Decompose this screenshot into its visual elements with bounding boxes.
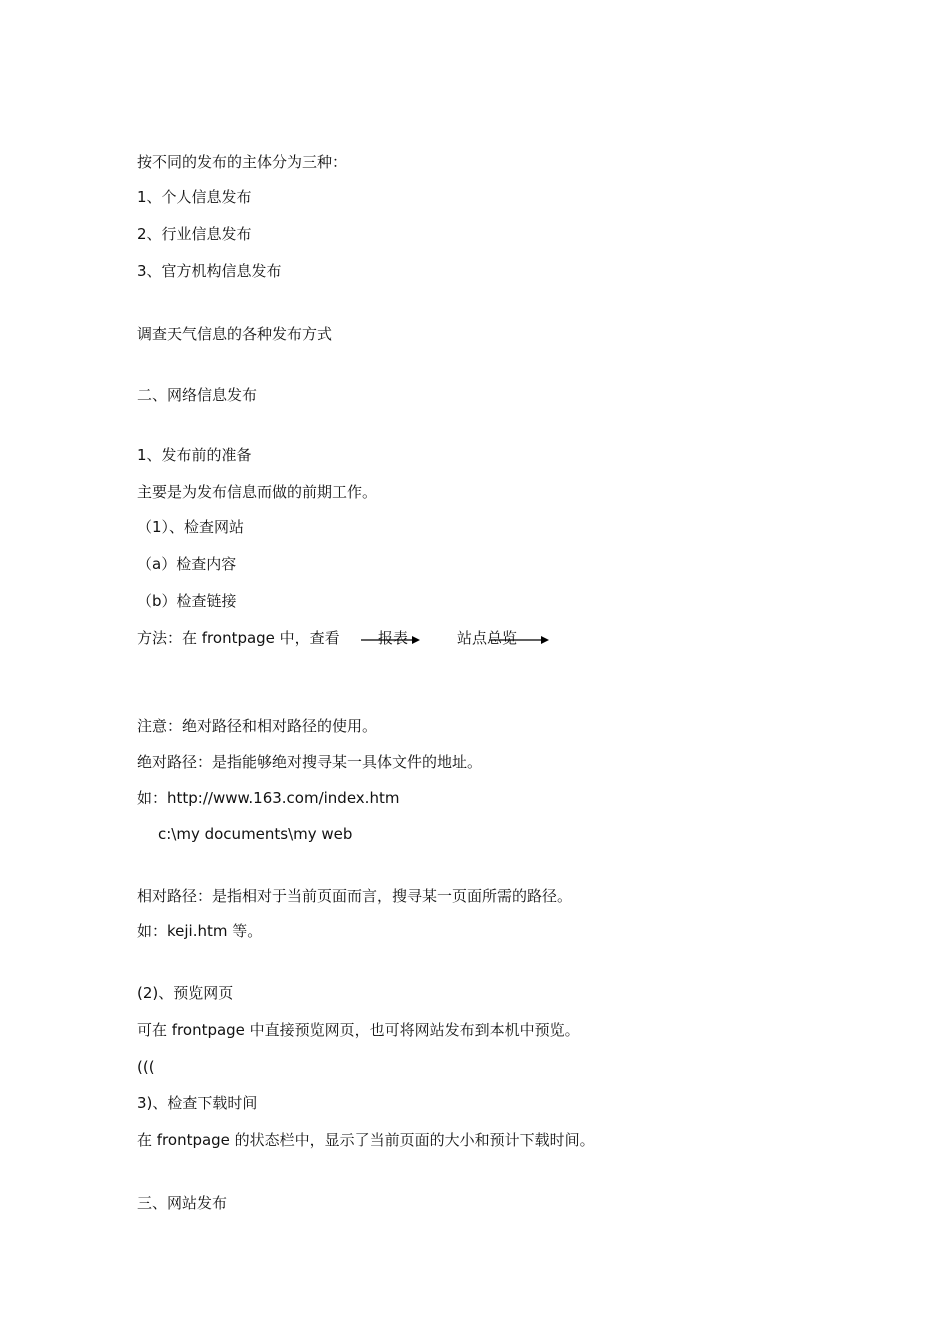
example-absolute-local: c:\my documents\my web [158, 825, 353, 843]
paragraph-relative-path: 相对路径：是指相对于当前页面而言，搜寻某一页面所需的路径。 [137, 887, 573, 905]
method-prefix: 方法：在 frontpage 中，查看 [137, 629, 340, 647]
subitem-check-website: （1）、检查网站 [137, 518, 245, 536]
subheading-download-time: 3)、检查下载时间 [137, 1094, 258, 1112]
paragraph-download-time-desc: 在 frontpage 的状态栏中，显示了当前页面的大小和预计下载时间。 [137, 1131, 595, 1149]
paragraph-preparation-desc: 主要是为发布信息而做的前期工作。 [137, 483, 378, 501]
method-step-site-overview: 站点总览 [457, 629, 518, 647]
paragraph-preview-desc: 可在 frontpage 中直接预览网页，也可将网站发布到本机中预览。 [137, 1021, 580, 1039]
paragraph-weather-survey: 调查天气信息的各种发布方式 [137, 325, 333, 343]
list-item-industry: 2、行业信息发布 [137, 225, 252, 243]
paragraph-publish-types-intro: 按不同的发布的主体分为三种： [137, 153, 348, 171]
method-step-report: 报表 [378, 629, 409, 647]
example-relative: 如：keji.htm 等。 [137, 922, 263, 940]
subheading-preparation: 1、发布前的准备 [137, 446, 252, 464]
subheading-preview: (2)、预览网页 [137, 984, 234, 1002]
subitem-check-links: （b）检查链接 [137, 592, 237, 610]
list-item-personal: 1、个人信息发布 [137, 188, 252, 206]
list-item-official: 3、官方机构信息发布 [137, 262, 282, 280]
subitem-check-content: （a）检查内容 [137, 555, 237, 573]
stray-text: ((( [137, 1058, 155, 1076]
paragraph-note-paths: 注意：绝对路径和相对路径的使用。 [137, 717, 378, 735]
section-heading-network-publish: 二、网络信息发布 [137, 386, 258, 404]
paragraph-absolute-path: 绝对路径：是指能够绝对搜寻某一具体文件的地址。 [137, 753, 483, 771]
section-heading-site-publish: 三、网站发布 [137, 1194, 228, 1212]
example-absolute-url: 如：http://www.163.com/index.htm [137, 789, 400, 807]
